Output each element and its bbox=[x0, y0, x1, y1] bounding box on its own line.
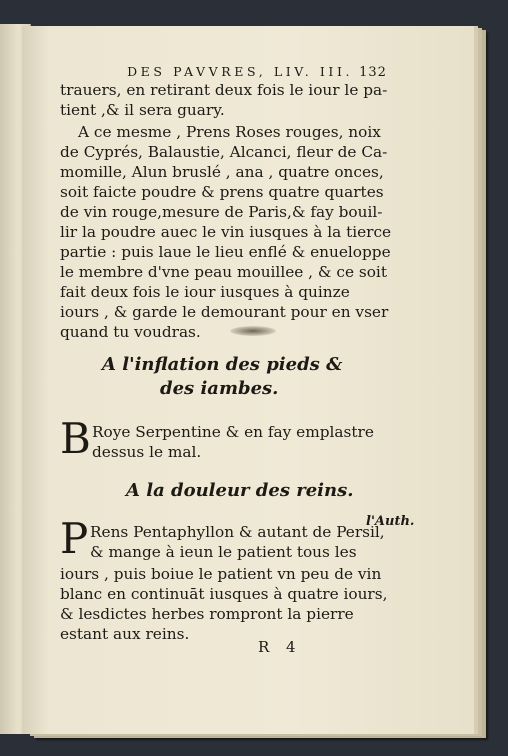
section-heading: A l'inflation des pieds & bbox=[102, 354, 343, 375]
body-line: estant aux reins. bbox=[60, 625, 190, 643]
body-line: iours , puis boiue le patient vn peu de vin bbox=[60, 565, 382, 583]
body-line: A ce mesme , Prens Roses rouges, noix bbox=[78, 123, 381, 141]
body-line: momille, Alun bruslé , ana , quatre onces, bbox=[60, 163, 384, 181]
body-line: lir la poudre auec le vin iusques à la tierce bbox=[60, 223, 392, 241]
body-line: dessus le mal. bbox=[92, 443, 202, 461]
page-number: 132 bbox=[359, 65, 387, 80]
body-line: & lesdictes herbes rompront la pierre bbox=[60, 605, 354, 623]
section-heading: des iambes. bbox=[160, 378, 279, 399]
body-line: iours , & garde le demourant pour en vser bbox=[60, 303, 389, 321]
drop-capital: P bbox=[60, 514, 89, 563]
body-line: de vin rouge,mesure de Paris,& fay bouil- bbox=[60, 203, 383, 221]
running-title: DES PAVVRES, LIV. III. bbox=[127, 64, 354, 79]
section-heading: A la douleur des reins. bbox=[126, 480, 354, 501]
body-line: tient ,& il sera guary. bbox=[60, 101, 225, 119]
body-line: Rens Pentaphyllon & autant de Persil, bbox=[90, 523, 385, 541]
body-line: de Cyprés, Balaustie, Alcanci, fleur de Ca- bbox=[60, 143, 388, 161]
margin-note: l'Auth. bbox=[366, 514, 415, 529]
drop-capital: B bbox=[60, 414, 91, 463]
book-page bbox=[22, 26, 474, 734]
body-line: trauers, en retirant deux fois le iour le pa- bbox=[60, 81, 388, 99]
body-line: quand tu voudras. bbox=[60, 323, 201, 341]
body-line: & mange à ieun le patient tous les bbox=[90, 543, 357, 561]
body-line: fait deux fois le iour iusques à quinze bbox=[60, 283, 350, 301]
ink-blot-ornament bbox=[230, 326, 276, 336]
body-line: Roye Serpentine & en fay emplastre bbox=[92, 423, 374, 441]
body-line: le membre d'vne peau mouillee , & ce soit bbox=[60, 263, 387, 281]
body-line: soit faicte poudre & prens quatre quartes bbox=[60, 183, 384, 201]
body-line: partie : puis laue le lieu enflé & enueloppe bbox=[60, 243, 391, 261]
signature-mark: R 4 bbox=[258, 638, 302, 656]
body-line: blanc en continuāt iusques à quatre iours, bbox=[60, 585, 388, 603]
